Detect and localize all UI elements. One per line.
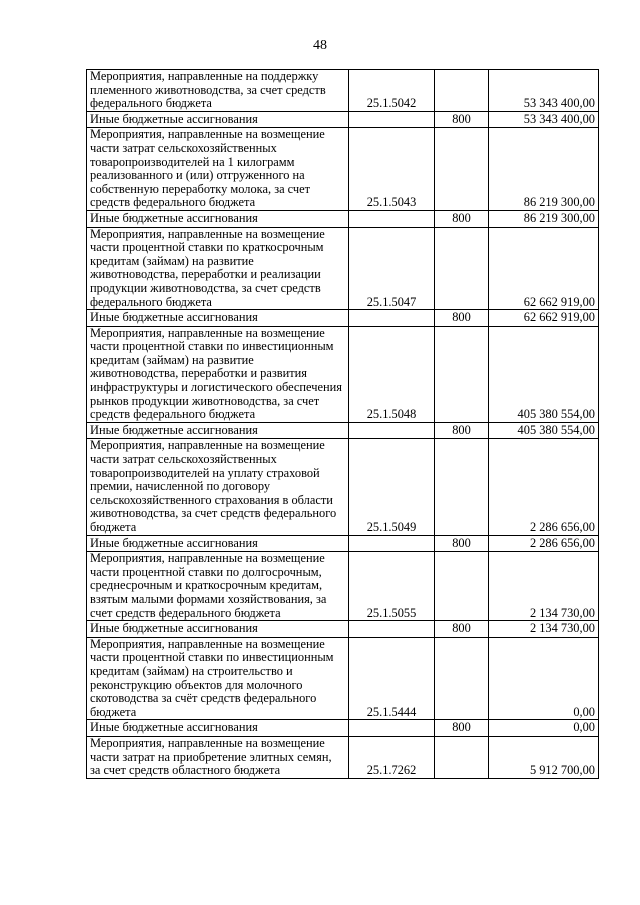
row-name: Иные бюджетные ассигнования (87, 422, 349, 439)
table-row (87, 128, 599, 211)
row-type: 800 (435, 621, 489, 638)
row-code: 25.1.5055 (349, 552, 435, 621)
table-row (87, 535, 599, 552)
row-name: Мероприятия, направленные на поддержку племенного животноводства, за счет средств федерального бюджета (87, 70, 349, 112)
row-code: 25.1.5048 (349, 326, 435, 422)
row-name: Мероприятия, направленные на возмещение части затрат сельскохозяйственных товаропроизводителей на 1 килограмм реализованного и (или) отгруженного на собственную переработку молока, за счет средств федерального бюджета (87, 128, 349, 211)
table-row (87, 210, 599, 227)
row-code: 25.1.5049 (349, 439, 435, 535)
table-row (87, 310, 599, 327)
row-name: Мероприятия, направленные на возмещение части процентной ставки по долгосрочным, среднесрочным и краткосрочным кредитам, взятым малыми формами хозяйствования, за счет средств федерального бюджета (87, 552, 349, 621)
row-sum: 2 134 730,00 (489, 552, 599, 621)
row-code: 25.1.5042 (349, 70, 435, 112)
table-row (87, 621, 599, 638)
row-type (435, 637, 489, 720)
row-sum: 86 219 300,00 (489, 128, 599, 211)
row-type (435, 552, 489, 621)
table-row (87, 736, 599, 778)
row-name: Мероприятия, направленные на возмещение части процентной ставки по инвестиционным кредитам (займам) на развитие животноводства, переработки и развития инфраструктуры и логистического обеспечения рынков продукции животноводства, за счет средств федерального бюджета (87, 326, 349, 422)
row-name: Мероприятия, направленные на возмещение части затрат на приобретение элитных семян, за счет средств областного бюджета (87, 736, 349, 778)
row-sum: 62 662 919,00 (489, 310, 599, 327)
row-code (349, 210, 435, 227)
budget-table-body (87, 70, 599, 779)
row-type: 800 (435, 210, 489, 227)
table-row (87, 637, 599, 720)
row-type (435, 439, 489, 535)
row-sum: 405 380 554,00 (489, 326, 599, 422)
row-sum: 405 380 554,00 (489, 422, 599, 439)
row-type: 800 (435, 310, 489, 327)
table-row (87, 227, 599, 310)
row-type: 800 (435, 422, 489, 439)
row-sum: 53 343 400,00 (489, 111, 599, 128)
row-type (435, 736, 489, 778)
row-code: 25.1.7262 (349, 736, 435, 778)
row-name: Иные бюджетные ассигнования (87, 621, 349, 638)
row-code (349, 111, 435, 128)
table-row (87, 326, 599, 422)
row-type (435, 128, 489, 211)
page-number: 48 (313, 38, 327, 53)
row-type: 800 (435, 111, 489, 128)
row-code (349, 720, 435, 737)
row-sum: 2 286 656,00 (489, 535, 599, 552)
table-row (87, 720, 599, 737)
row-type (435, 227, 489, 310)
table-row (87, 70, 599, 112)
row-sum: 53 343 400,00 (489, 70, 599, 112)
row-code (349, 535, 435, 552)
table-row (87, 422, 599, 439)
table-row (87, 439, 599, 535)
row-sum: 0,00 (489, 720, 599, 737)
row-name: Мероприятия, направленные на возмещение части процентной ставки по инвестиционным кредитам (займам) на строительство и реконструкцию объектов для молочного скотоводства за счёт средств федерального бюджета (87, 637, 349, 720)
row-name: Мероприятия, направленные на возмещение части процентной ставки по краткосрочным кредитам (займам) на развитие животноводства, переработки и реализации продукции животноводства, за счет средств федерального бюджета (87, 227, 349, 310)
row-sum: 86 219 300,00 (489, 210, 599, 227)
budget-table (86, 69, 599, 779)
row-type: 800 (435, 720, 489, 737)
row-name: Иные бюджетные ассигнования (87, 310, 349, 327)
table-row (87, 552, 599, 621)
row-code: 25.1.5047 (349, 227, 435, 310)
row-name: Мероприятия, направленные на возмещение части затрат сельскохозяйственных товаропроизводителей на уплату страховой премии, начисленной по договору сельскохозяйственного страхования в области животноводства, за счет средств федерального бюджета (87, 439, 349, 535)
row-name: Иные бюджетные ассигнования (87, 111, 349, 128)
row-code: 25.1.5444 (349, 637, 435, 720)
row-type: 800 (435, 535, 489, 552)
row-type (435, 70, 489, 112)
row-sum: 62 662 919,00 (489, 227, 599, 310)
row-sum: 5 912 700,00 (489, 736, 599, 778)
row-code (349, 621, 435, 638)
table-row (87, 111, 599, 128)
row-name: Иные бюджетные ассигнования (87, 535, 349, 552)
row-sum: 2 134 730,00 (489, 621, 599, 638)
row-sum: 2 286 656,00 (489, 439, 599, 535)
row-type (435, 326, 489, 422)
row-code (349, 310, 435, 327)
row-sum: 0,00 (489, 637, 599, 720)
row-code (349, 422, 435, 439)
row-code: 25.1.5043 (349, 128, 435, 211)
row-name: Иные бюджетные ассигнования (87, 720, 349, 737)
row-name: Иные бюджетные ассигнования (87, 210, 349, 227)
